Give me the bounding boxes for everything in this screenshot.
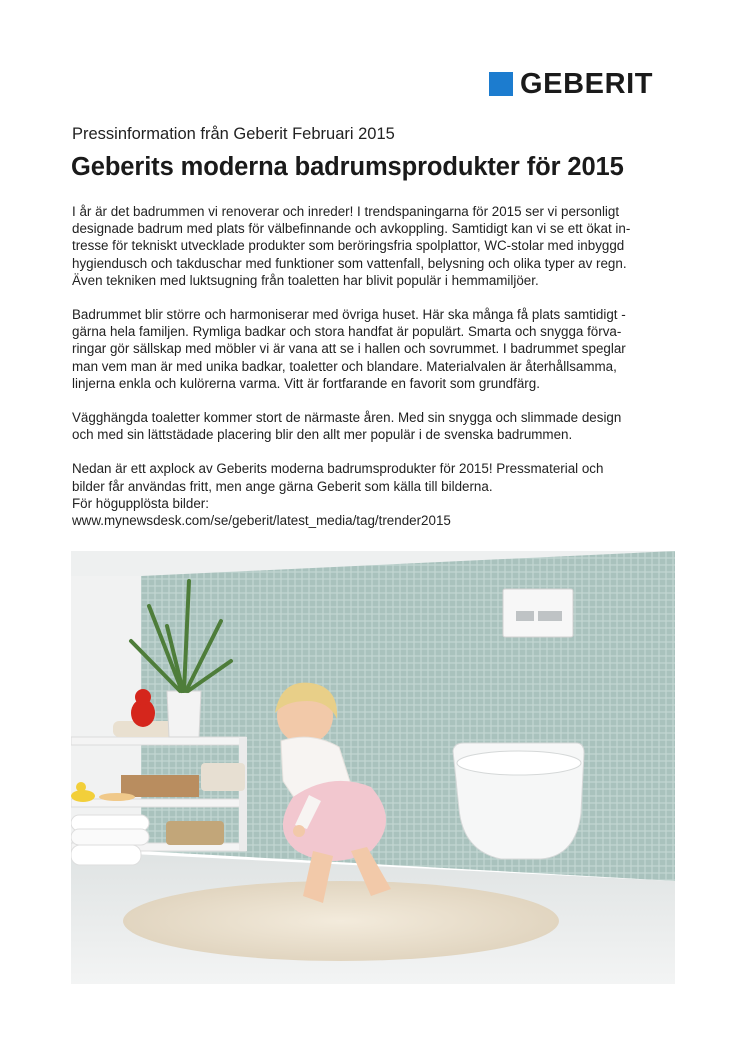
paragraph-1 — [72, 203, 678, 289]
text-line: För högupplösta bilder: — [72, 495, 209, 511]
body-text — [72, 203, 678, 546]
text-line: I år är det badrummen vi renoverar och inreder! I trendspaningarna för 2015 ser vi personligt — [72, 204, 620, 219]
text-line: linjerna enkla och kulörerna varma. Vitt är fortfarande en favorit som grundfärg. — [72, 375, 540, 391]
press-images-link[interactable]: www.mynewsdesk.com/se/geberit/latest_media/tag/trender2015 — [72, 513, 451, 529]
press-subtitle: Pressinformation från Geberit Februari 2015 — [72, 125, 395, 143]
text-line: man vem man är med unika badkar, toaletter och blandare. Materialvalen är återhållsamma, — [72, 358, 617, 374]
text-line: Nedan är ett axplock av Geberits moderna badrumsprodukter för 2015! Pressmaterial och — [72, 461, 604, 477]
logo-text: GEBERIT — [520, 68, 654, 100]
text-line: bilder får användas fritt, men ange gärna Geberit som källa till bilderna. — [72, 478, 493, 494]
sheepskin-rug — [123, 881, 559, 961]
text-line: Även tekniken med luktsugning från toaletten har blivit populär i hemmamiljöer. — [72, 272, 539, 288]
bathroom-photo — [71, 551, 675, 984]
paragraph-2 — [72, 306, 678, 392]
text-line: gärna hela familjen. Rymliga badkar och stora handfat är populärt. Smarta och snygga förva- — [72, 324, 622, 340]
text-line: designade badrum med plats för välbefinnande och avkoppling. Samtidigt kan vi se ett ökat in- — [72, 221, 631, 237]
logo-square-icon — [489, 72, 513, 96]
text-line: hygiendusch och takduschar med funktioner som vattenfall, belysning och olika typer av regn. — [72, 255, 627, 271]
text-line: Badrummet blir större och harmoniserar med övriga huset. Här ska många få plats samtidigt - — [72, 307, 626, 323]
text-line: och med sin lättstädade placering blir den allt mer populär i de svenska badrummen. — [72, 427, 573, 443]
text-line: ringar gör sällskap med möbler vi är vana att se i hallen och sovrummet. I badrummet speglar — [72, 341, 626, 357]
paragraph-4 — [72, 460, 678, 529]
paragraph-3 — [72, 409, 678, 443]
geberit-logo — [489, 70, 679, 98]
text-line: tresse för tekniskt utvecklade produkter som beröringsfria spolplattor, WC-stolar med inbyggd — [72, 238, 625, 254]
text-line: Vägghängda toaletter kommer stort de närmaste åren. Med sin snygga och slimmade design — [72, 410, 622, 426]
page-title: Geberits moderna badrumsprodukter för 2015 — [71, 153, 624, 181]
